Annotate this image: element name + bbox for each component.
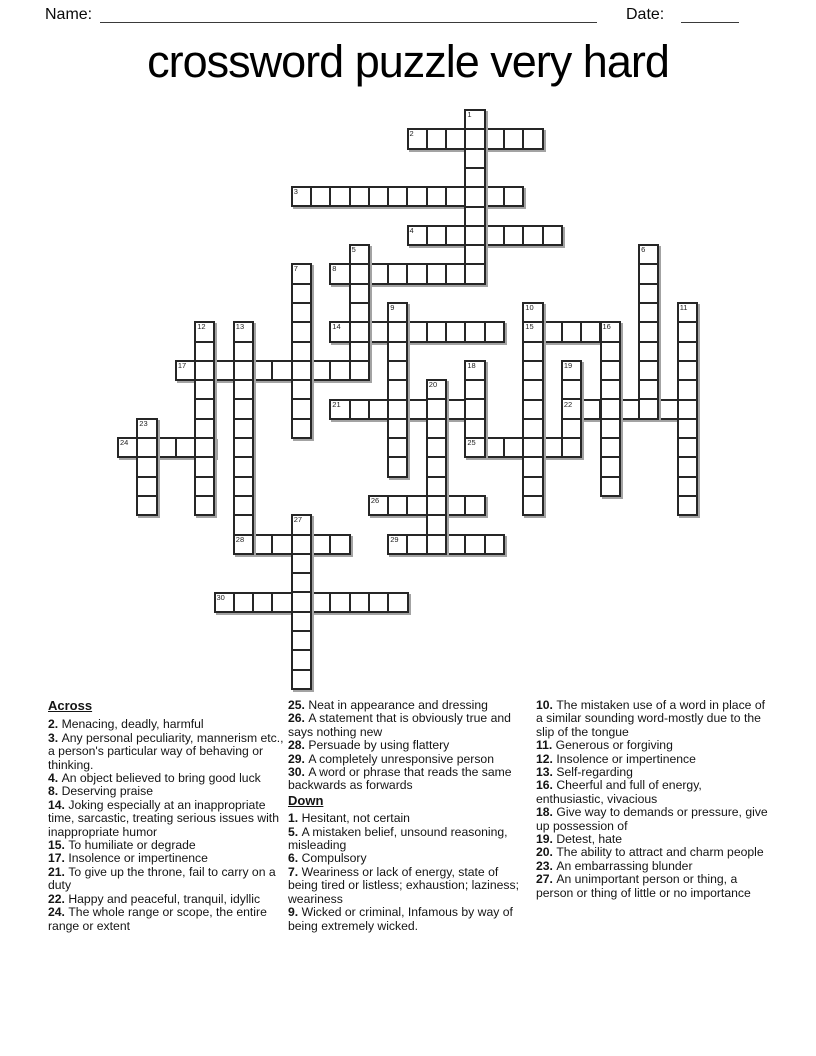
cell-separator — [271, 362, 273, 379]
down-heading: Down — [288, 792, 324, 808]
cell-separator — [524, 321, 541, 323]
cell-separator — [640, 263, 657, 265]
cell-separator — [679, 379, 696, 381]
cell-separator — [271, 536, 273, 553]
cell-separator — [524, 379, 541, 381]
clue-down-7: 7. Weariness or lack of energy, state of being tired or listless; exhaustion; laziness; weariness — [288, 864, 520, 906]
cell-separator — [524, 437, 541, 439]
cell-separator — [235, 360, 252, 362]
clue-across-26: 26. A statement that is obviously true and says nothing new — [288, 711, 511, 739]
cell-separator — [235, 379, 252, 381]
clues-column-2 — [288, 699, 528, 933]
cell-separator — [196, 398, 213, 400]
cell-separator — [503, 227, 505, 244]
cell-separator — [445, 265, 447, 282]
cell-separator — [542, 227, 544, 244]
cell-separator — [503, 188, 505, 205]
clue-across-22: 22. Happy and peaceful, tranquil, idyllic — [48, 891, 261, 906]
clue-down-18: 18. Give way to demands or pressure, give up possession of — [536, 805, 768, 833]
cell-separator — [466, 398, 483, 400]
cell-separator — [445, 227, 447, 244]
cell-separator — [679, 476, 696, 478]
cell-number-25: 25 — [467, 438, 476, 448]
clue-across-21: 21. To give up the throne, fail to carry on a duty — [48, 864, 276, 893]
clue-down-11: 11. Generous or forgiving — [536, 738, 673, 753]
cell-separator — [389, 418, 406, 420]
cell-separator — [602, 476, 619, 478]
cell-separator — [196, 418, 213, 420]
cell-number-13: 13 — [235, 322, 245, 332]
clue-down-9: 9. Wicked or criminal, Infamous by way of being extremely wicked. — [288, 905, 513, 933]
cell-separator — [293, 418, 310, 420]
cell-separator — [640, 379, 657, 381]
cell-separator — [484, 536, 486, 553]
clue-across-28: 28. Persuade by using flattery — [288, 738, 450, 753]
cell-separator — [563, 398, 580, 400]
cell-number-2: 2 — [409, 129, 414, 139]
cell-separator — [293, 591, 310, 593]
cell-number-1: 1 — [467, 110, 472, 119]
cell-separator — [602, 341, 619, 343]
down-clue-list — [288, 812, 528, 933]
cell-separator — [503, 130, 505, 147]
cell-separator — [561, 323, 563, 340]
cell-separator — [293, 360, 310, 362]
cell-number-19: 19 — [563, 360, 573, 370]
cell-separator — [293, 302, 310, 304]
cell-separator — [389, 399, 406, 401]
clue-down-19: 19. Detest, hate — [536, 832, 623, 847]
cell-separator — [233, 594, 235, 611]
cell-separator — [428, 534, 445, 536]
cell-separator — [329, 536, 331, 553]
cell-separator — [602, 456, 619, 458]
cell-separator — [679, 360, 696, 362]
cell-number-5: 5 — [351, 245, 356, 255]
cell-separator — [368, 401, 370, 418]
cell-separator — [522, 130, 524, 147]
cell-separator — [351, 321, 368, 323]
cell-separator — [349, 401, 351, 418]
clue-across-4: 4. An object believed to bring good luck — [48, 771, 261, 786]
cell-separator — [329, 362, 331, 379]
cell-separator — [389, 379, 406, 381]
cell-separator — [563, 379, 580, 381]
cell-separator — [428, 398, 445, 400]
clues-column-3 — [536, 699, 768, 900]
cell-separator — [640, 283, 657, 285]
down-23-word[interactable] — [136, 418, 157, 517]
clue-down-20: 20. The ability to attract and charm people — [536, 845, 764, 860]
cell-separator — [640, 341, 657, 343]
down-7-word[interactable] — [291, 263, 312, 439]
cell-number-6: 6 — [641, 245, 646, 255]
cell-separator — [271, 594, 273, 611]
clue-down-10: 10. The mistaken use of a word in place of a similar sounding word-mostly due to the slip of the tongue — [536, 698, 765, 739]
cell-number-12: 12 — [197, 322, 206, 332]
cell-separator — [426, 130, 428, 147]
cell-separator — [387, 265, 389, 282]
cell-separator — [196, 379, 213, 381]
cell-number-23: 23 — [139, 418, 148, 428]
cell-separator — [235, 398, 252, 400]
cell-separator — [351, 341, 368, 343]
cell-separator — [389, 456, 406, 458]
cell-separator — [466, 244, 483, 246]
cell-separator — [175, 439, 177, 456]
cell-separator — [503, 439, 505, 456]
cell-separator — [293, 398, 310, 400]
down-20-word[interactable] — [426, 379, 447, 555]
cell-separator — [679, 456, 696, 458]
cell-separator — [406, 265, 408, 282]
cell-separator — [466, 437, 483, 439]
cell-number-27: 27 — [293, 515, 303, 525]
cell-number-10: 10 — [525, 303, 534, 312]
clue-down-16: 16. Cheerful and full of energy, enthusiastic, vivacious — [536, 778, 702, 806]
cell-separator — [351, 302, 368, 304]
cell-separator — [235, 495, 252, 497]
cell-separator — [293, 611, 310, 613]
cell-separator — [426, 323, 428, 340]
cell-number-7: 7 — [293, 264, 298, 274]
down-9-word[interactable] — [387, 302, 408, 478]
clue-across-14: 14. Joking especially at an inappropriate time, sarcastic, treating serious issues with inappropriate humor — [48, 797, 279, 839]
cell-number-28: 28 — [235, 534, 245, 544]
clue-down-27: 27. An unimportant person or thing, a person or thing of little or no importance — [536, 872, 751, 900]
cell-separator — [640, 398, 657, 400]
cell-separator — [602, 437, 619, 439]
cell-separator — [466, 186, 483, 188]
cell-separator — [640, 302, 657, 304]
cell-separator — [602, 398, 619, 400]
cell-separator — [368, 188, 370, 205]
name-label: Name: — [45, 6, 93, 23]
cell-separator — [235, 341, 252, 343]
cell-number-4: 4 — [409, 225, 414, 235]
cell-separator — [602, 360, 619, 362]
cell-separator — [293, 572, 310, 574]
cell-separator — [445, 188, 447, 205]
cell-separator — [524, 476, 541, 478]
cell-separator — [522, 227, 524, 244]
cell-separator — [329, 188, 331, 205]
clues-column-1 — [48, 699, 288, 933]
cell-number-14: 14 — [332, 322, 341, 332]
cell-separator — [406, 188, 408, 205]
cell-separator — [428, 476, 445, 478]
cell-number-9: 9 — [390, 303, 395, 312]
cell-number-26: 26 — [370, 496, 380, 505]
down-5-word[interactable] — [349, 244, 370, 381]
cell-separator — [563, 437, 580, 439]
down-19-word[interactable] — [561, 360, 582, 459]
clue-down-23: 23. An embarrassing blunder — [536, 858, 693, 873]
cell-separator — [196, 495, 213, 497]
cell-separator — [368, 594, 370, 611]
cell-separator — [484, 323, 486, 340]
down-clue-list-continued — [536, 699, 768, 900]
cell-number-17: 17 — [177, 360, 187, 370]
cell-separator — [466, 379, 483, 381]
cell-separator — [293, 649, 310, 651]
cell-separator — [428, 456, 445, 458]
cell-separator — [389, 341, 406, 343]
cell-number-8: 8 — [332, 264, 337, 274]
cell-number-20: 20 — [428, 380, 438, 390]
cell-separator — [196, 456, 213, 458]
down-16-word[interactable] — [600, 321, 621, 497]
clue-across-30: 30. A word or phrase that reads the same backwards as forwards — [288, 765, 512, 793]
clue-across-8: 8. Deserving praise — [48, 784, 154, 799]
cell-separator — [293, 534, 310, 536]
clue-across-24: 24. The whole range or scope, the entire range or extent — [48, 905, 267, 933]
cell-separator — [445, 130, 447, 147]
clue-across-29: 29. A completely unresponsive person — [288, 751, 494, 766]
cell-separator — [428, 437, 445, 439]
clue-across-2: 2. Menacing, deadly, harmful — [48, 717, 204, 732]
across-clue-list-continued — [288, 699, 528, 793]
cell-separator — [406, 497, 408, 514]
cell-separator — [563, 418, 580, 420]
cell-separator — [466, 148, 483, 150]
cell-separator — [252, 594, 254, 611]
cell-number-18: 18 — [467, 360, 476, 370]
cell-separator — [640, 360, 657, 362]
cell-separator — [235, 456, 252, 458]
cell-separator — [387, 188, 389, 205]
cell-separator — [389, 321, 406, 323]
cell-separator — [351, 360, 368, 362]
cell-separator — [679, 495, 696, 497]
cell-number-22: 22 — [563, 399, 573, 409]
cell-separator — [293, 283, 310, 285]
cell-separator — [466, 263, 483, 265]
cell-number-24: 24 — [120, 438, 129, 448]
cell-separator — [466, 206, 483, 208]
cell-separator — [389, 360, 406, 362]
down-1-word[interactable] — [464, 109, 485, 285]
clue-down-12: 12. Insolence or impertinence — [536, 751, 696, 766]
cell-separator — [235, 418, 252, 420]
clue-across-25: 25. Neat in appearance and dressing — [288, 698, 488, 712]
cell-separator — [640, 321, 657, 323]
cell-number-11: 11 — [679, 303, 688, 312]
cell-separator — [138, 437, 155, 439]
cell-separator — [466, 225, 483, 227]
cell-separator — [196, 360, 213, 362]
cell-separator — [679, 341, 696, 343]
cell-separator — [426, 227, 428, 244]
cell-separator — [138, 495, 155, 497]
cell-separator — [464, 497, 466, 514]
cell-number-21: 21 — [332, 399, 341, 409]
cell-separator — [293, 321, 310, 323]
clue-down-6: 6. Compulsory — [288, 851, 367, 866]
clue-across-17: 17. Insolence or impertinence — [48, 851, 208, 866]
cell-separator — [293, 341, 310, 343]
cell-separator — [349, 594, 351, 611]
across-clue-list — [48, 718, 288, 933]
cell-separator — [389, 437, 406, 439]
cell-separator — [196, 341, 213, 343]
cell-separator — [464, 323, 466, 340]
cell-separator — [524, 418, 541, 420]
cell-separator — [602, 418, 619, 420]
cell-separator — [426, 265, 428, 282]
cell-separator — [524, 456, 541, 458]
cell-separator — [387, 594, 389, 611]
down-27-word[interactable] — [291, 514, 312, 690]
cell-separator — [235, 476, 252, 478]
cell-separator — [387, 497, 389, 514]
cell-separator — [235, 534, 252, 536]
page-title: crossword puzzle very hard — [147, 36, 669, 87]
cell-separator — [138, 476, 155, 478]
cell-separator — [524, 399, 541, 401]
cell-separator — [679, 418, 696, 420]
cell-separator — [524, 341, 541, 343]
cell-separator — [293, 553, 310, 555]
cell-separator — [466, 167, 483, 169]
clue-across-15: 15. To humiliate or degrade — [48, 838, 196, 853]
cell-separator — [310, 188, 312, 205]
cell-separator — [428, 514, 445, 516]
clue-across-3: 3. Any personal peculiarity, mannerism etc., a person's particular way of behaving or thinking. — [48, 730, 284, 772]
cell-separator — [580, 323, 582, 340]
cell-separator — [329, 594, 331, 611]
clue-down-13: 13. Self-regarding — [536, 765, 633, 780]
cell-number-30: 30 — [216, 592, 225, 602]
cell-number-16: 16 — [602, 322, 611, 332]
cell-separator — [602, 379, 619, 381]
cell-separator — [524, 495, 541, 497]
down-11-word[interactable] — [677, 302, 698, 516]
cell-separator — [196, 476, 213, 478]
down-13-word[interactable] — [233, 321, 254, 555]
down-10-word[interactable] — [522, 302, 543, 516]
cell-separator — [406, 536, 408, 553]
down-12-word[interactable] — [194, 321, 215, 516]
cell-separator — [351, 263, 368, 265]
cell-number-3: 3 — [293, 187, 298, 197]
cell-number-29: 29 — [390, 534, 399, 544]
cell-separator — [196, 437, 213, 439]
cell-separator — [293, 379, 310, 381]
across-heading: Across — [48, 698, 93, 713]
down-18-word[interactable] — [464, 360, 485, 459]
cell-separator — [524, 360, 541, 362]
cell-separator — [445, 323, 447, 340]
down-6-word[interactable] — [638, 244, 659, 420]
cell-separator — [428, 495, 445, 497]
cell-separator — [464, 536, 466, 553]
cell-separator — [466, 128, 483, 130]
cell-separator — [349, 188, 351, 205]
cell-separator — [428, 418, 445, 420]
cell-separator — [235, 437, 252, 439]
date-label: Date: — [626, 6, 665, 23]
cell-separator — [235, 514, 252, 516]
cell-separator — [679, 437, 696, 439]
cell-separator — [293, 669, 310, 671]
cell-separator — [679, 321, 696, 323]
cell-number-15: 15 — [525, 322, 534, 332]
cell-separator — [351, 283, 368, 285]
clue-down-5: 5. A mistaken belief, unsound reasoning, misleading — [288, 824, 508, 853]
across-3-word[interactable] — [291, 186, 525, 207]
clue-down-1: 1. Hesitant, not certain — [288, 811, 410, 826]
cell-separator — [466, 418, 483, 420]
cell-separator — [679, 399, 696, 401]
cell-separator — [138, 456, 155, 458]
cell-separator — [426, 188, 428, 205]
cell-separator — [293, 630, 310, 632]
